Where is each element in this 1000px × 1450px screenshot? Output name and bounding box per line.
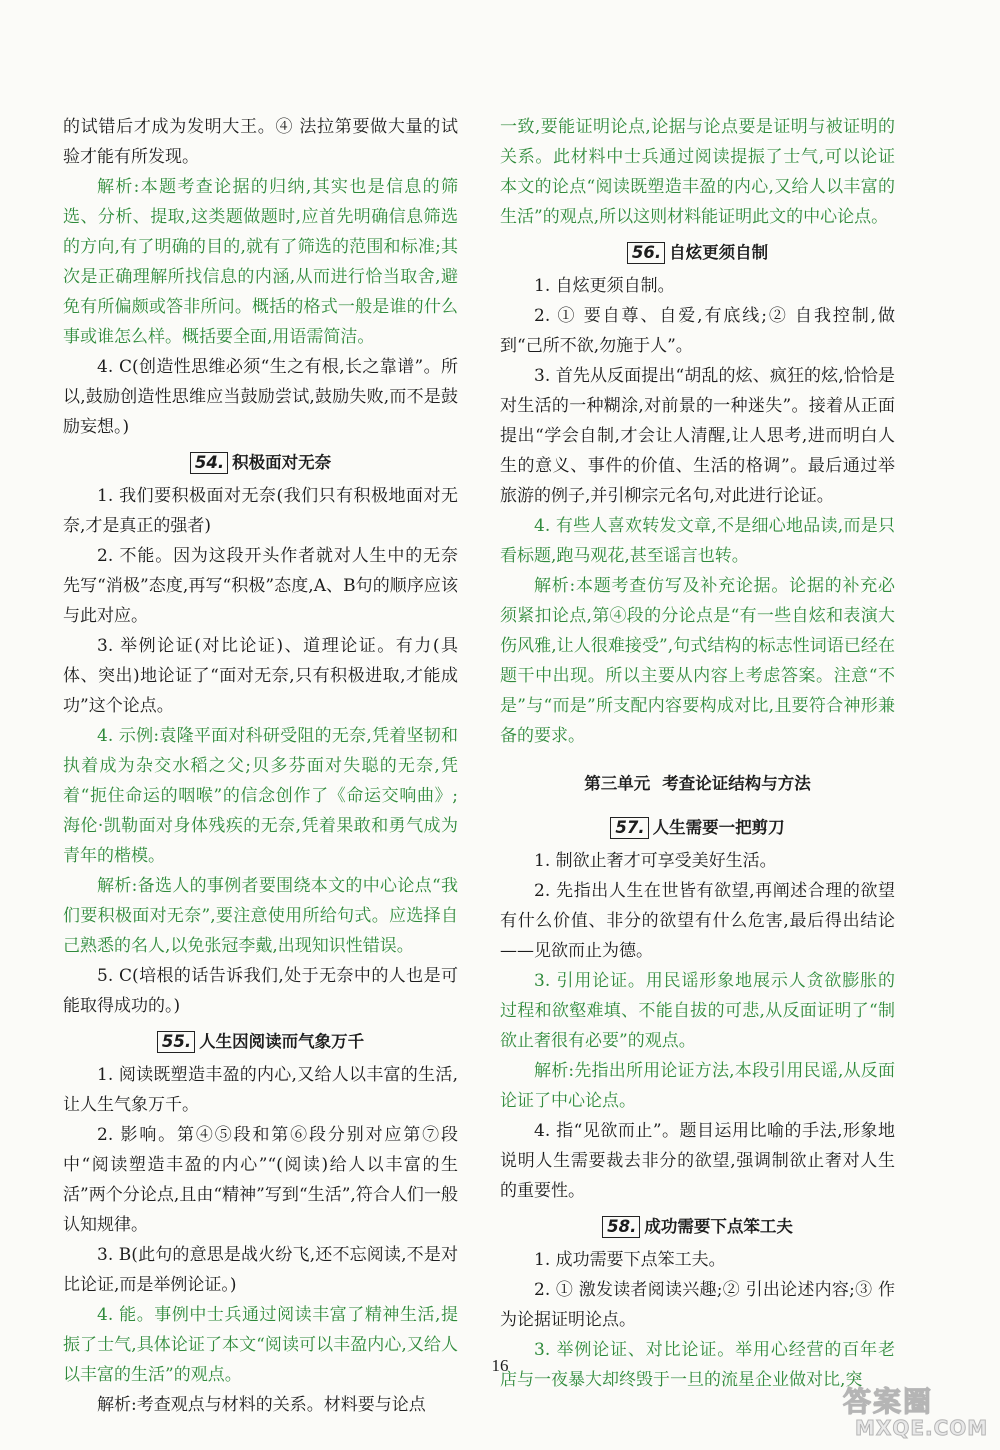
page-number: 16 bbox=[491, 1356, 509, 1375]
section-heading-55 bbox=[63, 1027, 458, 1057]
answer-item: 4. 能。事例中士兵通过阅读丰富了精神生活,提振了士气,具体论证了本文“阅读可以丰盈内心,又给人以丰富的生活”的观点。 bbox=[63, 1305, 458, 1385]
answer-item: 1. 制欲止奢才可享受美好生活。 bbox=[534, 851, 777, 871]
section-heading-58 bbox=[500, 1212, 895, 1242]
answer-item: 3. 举例论证(对比论证)、道理论证。有力(具体、突出)地论证了“面对无奈,只有积极进取,才能成功”这个论点。 bbox=[63, 636, 458, 716]
analysis-paragraph: 一致,要能证明论点,论据与论点要是证明与被证明的关系。此材料中士兵通过阅读提振了士气,可以论证本文的论点“阅读既塑造丰盈的内心,又给人以丰富的生活”的观点,所以这则材料能证明此文的中心论点。 bbox=[500, 117, 895, 227]
answer-item: 1. 我们要积极面对无奈(我们只有积极地面对无奈,才是真正的强者) bbox=[63, 486, 458, 536]
section-title: 人生需要一把剪刀 bbox=[652, 818, 785, 837]
answer-item: 2. 影响。第④⑤段和第⑥段分别对应第⑦段中“阅读塑造丰盈的内心”“(阅读)给人以丰富的生活”两个分论点,且由“精神”写到“生活”,符合人们一般认知规律。 bbox=[63, 1125, 458, 1235]
section-title: 自炫更须自制 bbox=[669, 243, 769, 262]
answer-item: 2. 先指出人生在世皆有欲望,再阐述合理的欲望有什么价值、非分的欲望有什么危害,最后得出结论——见欲而止为德。 bbox=[500, 881, 895, 961]
analysis-paragraph: 解析:本题考查论据的归纳,其实也是信息的筛选、分析、提取,这类题做题时,应首先明确信息筛选的方向,有了明确的目的,就有了筛选的范围和标准;其次是正确理解所找信息的内涵,从而进行恰当取舍,避免有所偏颇或答非所问。概括的格式一般是谁的什么事或谁怎么样。概括要全面,用语需简洁。 bbox=[63, 177, 458, 347]
answer-item: 4. C(创造性思维必须“生之有根,长之靠谱”。所以,鼓励创造性思维应当鼓励尝试,鼓励失败,而不是鼓励妄想。) bbox=[63, 357, 458, 437]
section-title: 积极面对无奈 bbox=[232, 453, 332, 472]
analysis-paragraph: 解析:先指出所用论证方法,本段引用民谣,从反面论证了中心论点。 bbox=[500, 1061, 895, 1111]
left-column bbox=[63, 112, 458, 1420]
answer-item: 4. 示例:袁隆平面对科研受阻的无奈,凭着坚韧和执着成为杂交水稻之父;贝多芬面对失聪的无奈,凭着“扼住命运的咽喉”的信念创作了《命运交响曲》;海伦·凯勒面对身体残疾的无奈,凭着果敢和勇气成为青年的楷模。 bbox=[63, 726, 458, 866]
unit-heading bbox=[500, 769, 895, 799]
answer-item: 2. ① 激发读者阅读兴趣;② 引出论述内容;③ 作为论据证明论点。 bbox=[500, 1280, 895, 1330]
right-column bbox=[500, 112, 895, 1395]
answer-item: 3. 引用论证。用民谣形象地展示人贪欲膨胀的过程和欲壑难填、不能自拔的可悲,从反面证明了“制欲止奢很有必要”的观点。 bbox=[500, 971, 895, 1051]
section-number: 54. bbox=[190, 452, 228, 474]
answer-item: 3. 首先从反面提出“胡乱的炫、疯狂的炫,恰恰是对生活的一种糊涂,对前景的一种迷失”。接着从正面提出“学会自制,才会让人清醒,让人思考,进而明白人生的意义、事件的价值、生活的格调”。最后通过举旅游的例子,并引柳宗元名句,对此进行论证。 bbox=[500, 366, 895, 506]
answer-item: 1. 成功需要下点笨工夫。 bbox=[534, 1250, 726, 1270]
answer-item: 4. 有些人喜欢转发文章,不是细心地品读,而是只看标题,跑马观花,甚至谣言也转。 bbox=[500, 516, 895, 566]
unit-label: 第三单元 bbox=[584, 774, 651, 793]
watermark-url: MXQE.COM bbox=[855, 1416, 989, 1440]
section-heading-54 bbox=[63, 448, 458, 478]
answer-item: 3. B(此句的意思是战火纷飞,还不忘阅读,不是对比论证,而是举例论证。) bbox=[63, 1245, 458, 1295]
answer-item: 1. 自炫更须自制。 bbox=[534, 276, 675, 296]
watermark-text: 答案圈 bbox=[843, 1385, 934, 1418]
answer-item: 5. C(培根的话告诉我们,处于无奈中的人也是可能取得成功的。) bbox=[63, 966, 458, 1016]
section-number: 55. bbox=[157, 1031, 195, 1053]
analysis-paragraph: 解析:备选人的事例者要围绕本文的中心论点“我们要积极面对无奈”,要注意使用所给句式。应选择自己熟悉的名人,以免张冠李戴,出现知识性错误。 bbox=[63, 876, 458, 956]
answer-item: 4. 指“见欲而止”。题目运用比喻的手法,形象地说明人生需要裁去非分的欲望,强调制欲止奢对人生的重要性。 bbox=[500, 1121, 895, 1201]
section-heading-57 bbox=[500, 813, 895, 843]
answer-item: 3. 举例论证、对比论证。举用心经营的百年老店与一夜暴大却终毁于一旦的流星企业做对比,突 bbox=[500, 1340, 895, 1390]
section-heading-56 bbox=[500, 238, 895, 268]
analysis-paragraph: 解析:本题考查仿写及补充论据。论据的补充必须紧扣论点,第④段的分论点是“有一些自炫和表演大伤风雅,让人很难接受”,句式结构的标志性词语已经在题干中出现。所以主要从内容上考虑答案。注意“不是”与“而是”所支配内容要构成对比,且要符合神形兼备的要求。 bbox=[500, 576, 895, 746]
section-number: 57. bbox=[610, 817, 648, 839]
watermark-logo bbox=[825, 1380, 989, 1442]
section-title: 人生因阅读而气象万千 bbox=[199, 1032, 365, 1051]
section-number: 56. bbox=[627, 242, 665, 264]
answer-item: 1. 阅读既塑造丰盈的内心,又给人以丰富的生活,让人生气象万千。 bbox=[63, 1065, 458, 1115]
paragraph: 的试错后才成为发明大王。④ 法拉第要做大量的试验才能有所发现。 bbox=[63, 117, 458, 167]
answer-item: 2. ① 要自尊、自爱,有底线;② 自我控制,做到“己所不欲,勿施于人”。 bbox=[500, 306, 895, 356]
section-number: 58. bbox=[602, 1216, 640, 1238]
unit-title: 考查论证结构与方法 bbox=[662, 774, 811, 793]
analysis-paragraph: 解析:考查观点与材料的关系。材料要与论点 bbox=[97, 1395, 426, 1415]
section-title: 成功需要下点笨工夫 bbox=[644, 1217, 793, 1236]
answer-item: 2. 不能。因为这段开头作者就对人生中的无奈先写“消极”态度,再写“积极”态度,A、B句的顺序应该与此对应。 bbox=[63, 546, 458, 626]
